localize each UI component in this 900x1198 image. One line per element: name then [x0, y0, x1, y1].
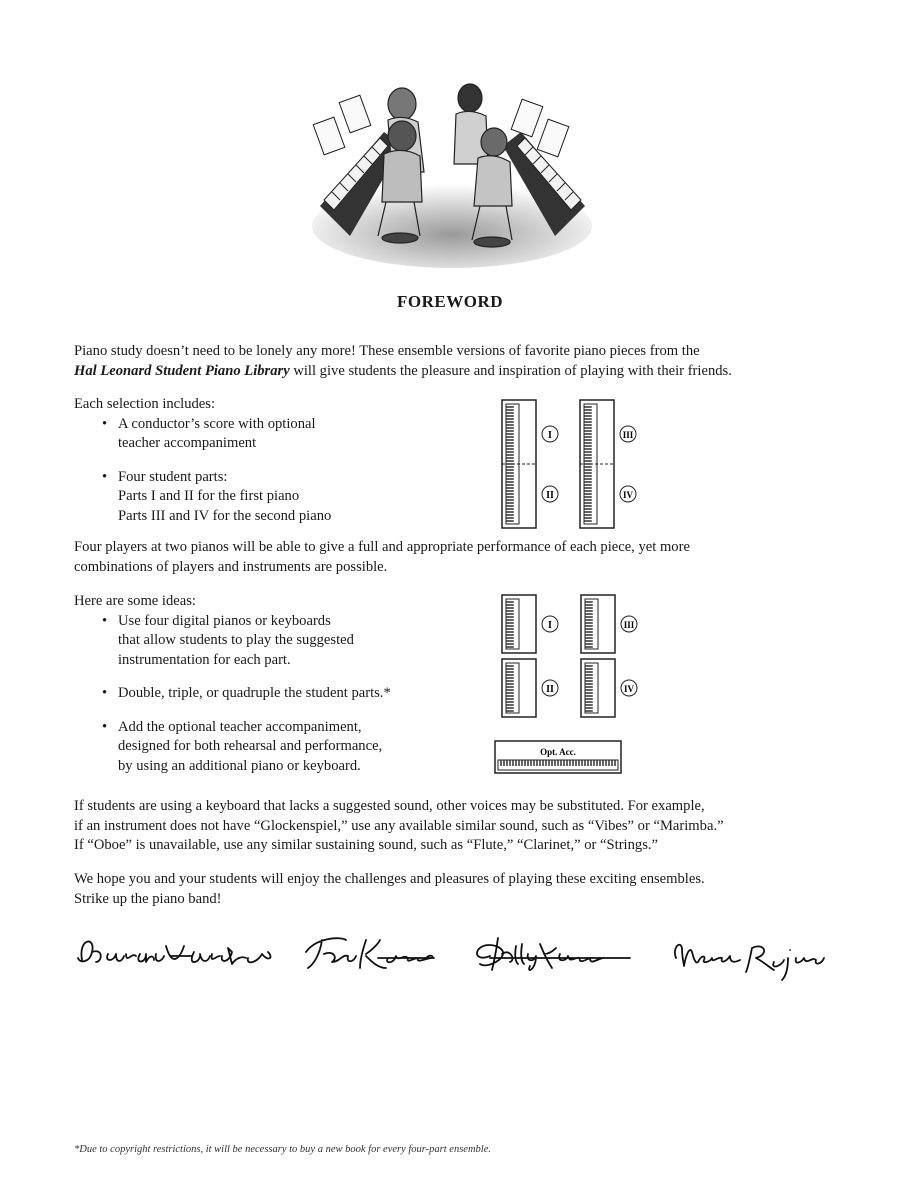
opt-acc-keyboard	[495, 741, 621, 773]
keyboard-unit	[502, 595, 536, 653]
list-item-line: teacher accompaniment	[118, 435, 257, 451]
signature-mona-rejino	[675, 945, 824, 980]
list-item	[74, 612, 484, 671]
ideas-heading: Here are some ideas:	[74, 593, 196, 609]
closing-paragraph	[74, 870, 854, 909]
selection-section	[74, 395, 474, 526]
players-paragraph	[74, 538, 834, 577]
list-item-line: by using an additional piano or keyboard.	[118, 757, 361, 774]
substitution-line-3: If “Oboe” is unavailable, use any similar sustaining sound, such as “Flute,” “Clarinet,” or “Strings.”	[74, 837, 659, 853]
part-label: II	[546, 684, 554, 695]
list-item-line: • Use four digital pianos or keyboards	[118, 612, 331, 629]
list-item	[74, 684, 484, 704]
list-item-line: • Double, triple, or quadruple the student parts.*	[118, 685, 391, 701]
list-item-line: that allow students to play the suggested	[118, 632, 354, 648]
two-piano-diagram	[500, 398, 650, 530]
keyboard-unit	[581, 659, 615, 717]
part-ii-marker	[542, 680, 558, 696]
players-line-1: Four players at two pianos will be able to give a full and appropriate performance of each piece, yet more	[74, 539, 690, 555]
piano-keyboard	[580, 400, 614, 528]
closing-line-1: We hope you and your students will enjoy the challenges and pleasures of playing these exciting ensembles.	[74, 871, 705, 887]
substitution-line-1: If students are using a keyboard that lacks a suggested sound, other voices may be substituted. For example,	[74, 798, 705, 814]
list-item	[74, 415, 474, 454]
children-at-pianos-illustration	[310, 76, 595, 268]
footnote: *Due to copyright restrictions, it will be necessary to buy a new book for every four-part ensemble.	[74, 1144, 491, 1155]
part-iv-marker	[620, 486, 636, 502]
signature-barbara-kreader	[78, 942, 270, 964]
ideas-section	[74, 592, 484, 776]
part-ii-marker	[542, 486, 558, 502]
part-label: IV	[622, 490, 634, 500]
list-item-line: Parts I and II for the first piano	[118, 488, 300, 504]
part-label: II	[546, 490, 554, 501]
list-item-line: Parts III and IV for the second piano	[118, 507, 332, 524]
part-i-marker	[542, 426, 558, 442]
substitution-line-2: if an instrument does not have “Glockenspiel,” use any available similar sound, such as “Vibes” or “Marimba.”	[74, 817, 724, 834]
signatures	[70, 918, 840, 988]
list-item	[74, 468, 474, 527]
list-item	[74, 718, 484, 777]
part-label: I	[548, 430, 552, 441]
ideas-list	[74, 612, 484, 777]
four-keyboard-diagram	[493, 593, 633, 777]
signature-phillip-keveren	[477, 938, 630, 970]
list-item-line: • Four student parts:	[118, 468, 228, 485]
part-label: III	[623, 620, 635, 630]
part-label: III	[622, 430, 634, 440]
intro-line-2-text: will give students the pleasure and inspiration of playing with their friends.	[289, 362, 732, 379]
opt-acc-label: Opt. Acc.	[540, 747, 576, 757]
part-label: I	[548, 620, 552, 631]
part-i-marker	[542, 616, 558, 632]
list-item-line: instrumentation for each part.	[118, 651, 291, 668]
part-iii-marker	[620, 426, 636, 442]
list-item-line: • Add the optional teacher accompaniment,	[118, 718, 362, 735]
part-label: IV	[623, 684, 635, 694]
piano-keyboard	[502, 400, 536, 528]
players-line-2: combinations of players and instruments are possible.	[74, 558, 388, 575]
list-item-line: designed for both rehearsal and performance,	[118, 738, 383, 754]
keyboard-unit	[502, 659, 536, 717]
part-iv-marker	[621, 680, 637, 696]
keyboard-unit	[581, 595, 615, 653]
selection-list	[74, 415, 474, 527]
intro-paragraph	[74, 342, 834, 381]
substitution-paragraph	[74, 797, 854, 856]
part-iii-marker	[621, 616, 637, 632]
list-item-line: • A conductor’s score with optional	[118, 415, 316, 432]
selection-heading: Each selection includes:	[74, 396, 216, 412]
intro-line-1: Piano study doesn’t need to be lonely any more! These ensemble versions of favorite piano pieces from the	[74, 343, 700, 359]
signature-fred-kern	[306, 938, 434, 968]
library-title: Hal Leonard Student Piano Library	[74, 362, 290, 379]
closing-line-2: Strike up the piano band!	[74, 890, 222, 907]
page-title: FOREWORD	[397, 292, 503, 311]
intro-line-2	[74, 362, 834, 382]
